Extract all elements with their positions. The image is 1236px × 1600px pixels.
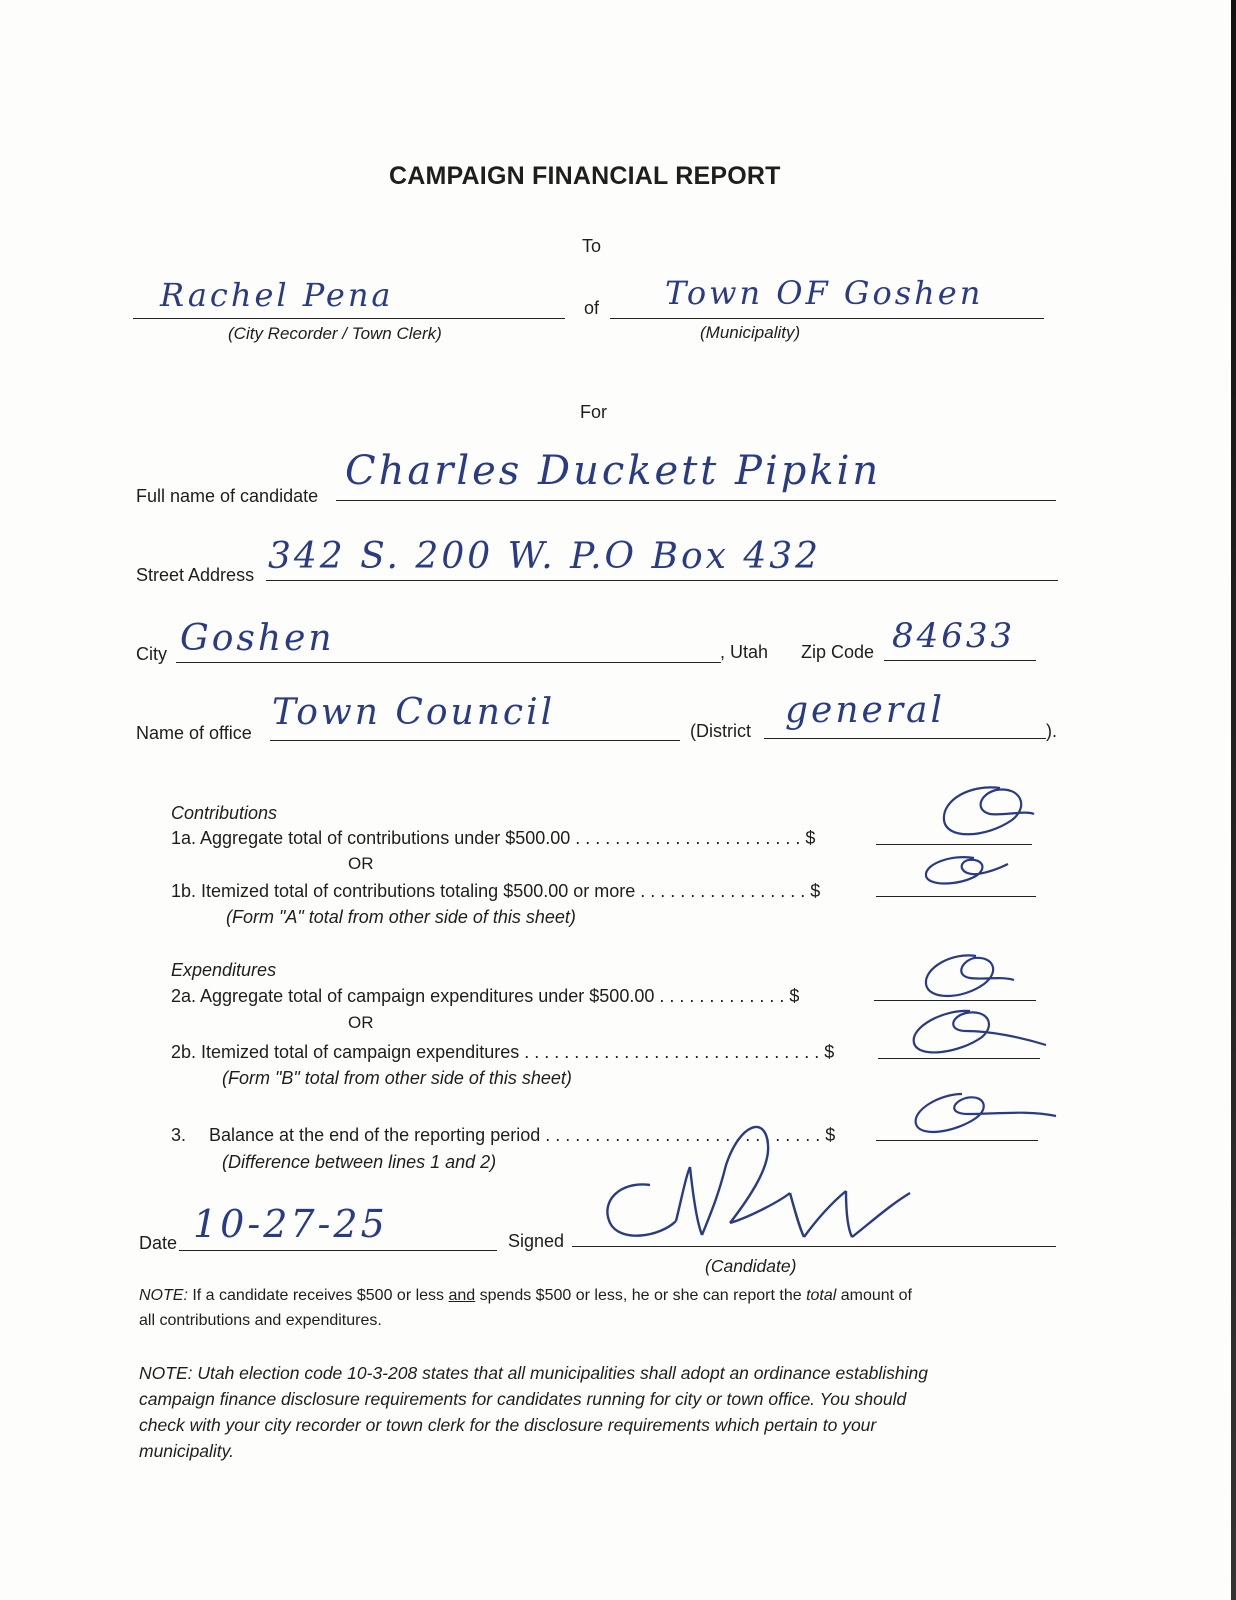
- full-name-value: Charles Duckett Pipkin: [345, 448, 882, 494]
- balance-note: (Difference between lines 1 and 2): [222, 1152, 497, 1172]
- municipality-caption: (Municipality): [700, 323, 801, 342]
- contribution-1a-zero-scribble: [930, 780, 1040, 850]
- note-1-text-b: spends $500 or less, he or she can report the: [475, 1287, 807, 1304]
- state-label: , Utah: [720, 642, 769, 662]
- form-b-note: (Form "B" total from other side of this sheet): [222, 1068, 572, 1088]
- street-line: [266, 580, 1058, 581]
- municipality-value: Town OF Goshen: [665, 274, 984, 312]
- expenditures-heading: Expenditures: [171, 960, 277, 980]
- full-name-label: Full name of candidate: [136, 486, 319, 506]
- date-value: 10-27-25: [193, 1202, 388, 1246]
- date-label: Date: [139, 1233, 178, 1253]
- note-2-line-2: campaign finance disclosure requirements for candidates running for city or town office. You should: [139, 1389, 907, 1409]
- contribution-1b-label: 1b. Itemized total of contributions totaling $500.00 or more . . . . . . . . . . . . . . . . . $: [171, 881, 821, 901]
- city-line: [176, 662, 721, 663]
- district-value: general: [785, 690, 946, 731]
- municipality-line: [610, 318, 1044, 319]
- note-1-line-1: [139, 1284, 912, 1308]
- district-label: (District: [690, 721, 751, 741]
- zip-label: Zip Code: [801, 642, 875, 662]
- full-name-line: [336, 500, 1056, 501]
- street-label: Street Address: [136, 565, 255, 585]
- note-2-line-1: NOTE: Utah election code 10-3-208 states that all municipalities shall adopt an ordinance establishing: [139, 1363, 928, 1383]
- contribution-1a-label: 1a. Aggregate total of contributions under $500.00 . . . . . . . . . . . . . . . . . . . . . . . $: [171, 828, 816, 848]
- note-1-total: total: [806, 1287, 837, 1304]
- expenditure-2b-label: 2b. Itemized total of campaign expenditures . . . . . . . . . . . . . . . . . . . . . . . . . . . . . . $: [171, 1042, 835, 1062]
- contribution-or: OR: [348, 854, 374, 873]
- for-label: For: [580, 402, 607, 422]
- form-a-note: (Form "A" total from other side of this sheet): [226, 907, 576, 927]
- note-1-and: and: [448, 1287, 476, 1304]
- candidate-signature: [590, 1105, 920, 1255]
- note-2-line-4: municipality.: [139, 1441, 234, 1461]
- district-line: [764, 738, 1046, 739]
- of-label: of: [584, 298, 600, 318]
- expenditure-2a-zero-scribble: [910, 950, 1020, 1010]
- contribution-1b-line: [876, 896, 1036, 897]
- to-label: To: [582, 236, 602, 256]
- form-title: CAMPAIGN FINANCIAL REPORT: [389, 162, 781, 190]
- balance-zero-scribble: [900, 1088, 1060, 1148]
- recorder-line: [133, 318, 565, 319]
- date-line: [179, 1250, 497, 1251]
- recorder-name-value: Rachel Pena: [160, 276, 394, 314]
- candidate-caption: (Candidate): [705, 1256, 797, 1276]
- note-1-text-a: If a candidate receives $500 or less: [187, 1287, 449, 1304]
- balance-label: Balance at the end of the reporting period . . . . . . . . . . . . . . . . . . . . . . . . . . . . $: [209, 1125, 836, 1145]
- district-close: ).: [1046, 721, 1057, 741]
- zip-value: 84633: [892, 616, 1016, 656]
- signed-label: Signed: [508, 1231, 565, 1251]
- office-value: Town Council: [272, 692, 556, 733]
- recorder-caption: (City Recorder / Town Clerk): [228, 324, 442, 343]
- city-label: City: [136, 644, 167, 664]
- expenditure-2a-label: 2a. Aggregate total of campaign expenditures under $500.00 . . . . . . . . . . . . . $: [171, 986, 800, 1006]
- street-value: 342 S. 200 W. P.O Box 432: [268, 536, 822, 577]
- note-1-text-c: amount of: [836, 1287, 912, 1304]
- scan-edge: [1231, 0, 1236, 1600]
- note-1-prefix: NOTE:: [139, 1287, 188, 1304]
- contributions-heading: Contributions: [171, 803, 278, 823]
- office-line: [270, 740, 680, 741]
- expenditure-or: OR: [348, 1013, 374, 1032]
- note-2-line-3: check with your city recorder or town clerk for the disclosure requirements which pertain to your: [139, 1415, 877, 1435]
- balance-number: 3.: [171, 1125, 187, 1145]
- contribution-1b-zero-scribble: [912, 852, 1022, 892]
- note-1-line-2: all contributions and expenditures.: [139, 1312, 382, 1329]
- zip-line: [884, 660, 1036, 661]
- expenditure-2b-zero-scribble: [900, 1005, 1050, 1065]
- office-label: Name of office: [136, 723, 252, 743]
- city-value: Goshen: [180, 618, 335, 659]
